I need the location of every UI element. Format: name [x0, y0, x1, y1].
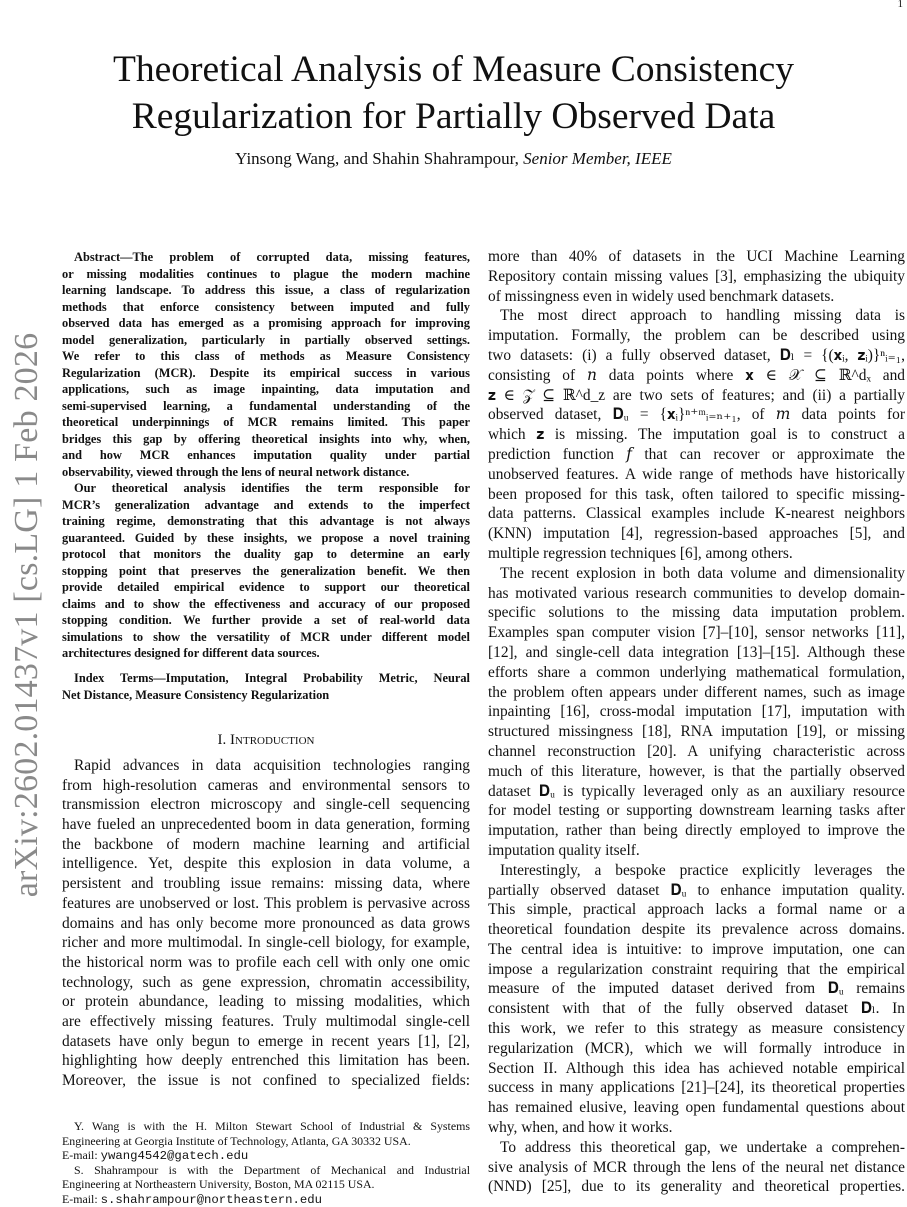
- section-title: Introduction: [230, 732, 315, 748]
- text-line: To address this theoretical gap, we undertake a comprehen-: [500, 1138, 905, 1156]
- text-line: consisting of 𝑛 data points where 𝐱 ∈ 𝒳 ⊆ ℝ^dₓ and: [488, 366, 905, 384]
- section-heading: [62, 732, 470, 749]
- text-line: are effectively missing features. Truly multimodal single-cell: [62, 1012, 470, 1030]
- text-line: Repository contain missing values [3], emphasizing the ubiquity: [488, 267, 905, 285]
- email-label: E-mail:: [62, 1148, 101, 1163]
- text-line: measure of the imputed dataset derived from 𝐃ᵤ remains: [488, 980, 905, 998]
- email-link[interactable]: s.shahrampour@northeastern.edu: [100, 1192, 323, 1207]
- text-line: has motivated various research communities to develop domain-: [488, 584, 905, 602]
- text-line: imputation, rather than being directly employed to improve the: [488, 822, 905, 840]
- text-line: efforts share a common underlying mathematical formulation,: [488, 663, 905, 681]
- footnote-email-line: [62, 1148, 470, 1163]
- text-line: has remained elusive, leaving open fundamental questions about: [488, 1099, 905, 1117]
- text-line: richer and more multimodal. In single-cell biology, for example,: [62, 934, 470, 952]
- text-line: model generalization, particularly in partially observed settings.: [62, 332, 470, 347]
- text-line: highlighting how deeply entrenched this limitation has been.: [62, 1052, 470, 1070]
- text-line: simulations to show the versatility of MCR under different model: [62, 629, 470, 644]
- text-line: consistent with that of the fully observed dataset 𝐃ₗ. In: [488, 1000, 905, 1018]
- text-line: bridges this gap by offering theoretical insights into why, when,: [62, 431, 470, 446]
- arxiv-identifier-sidebar[interactable]: arXiv:2602.01437v1 [cs.LG] 1 Feb 2026: [8, 332, 45, 898]
- text-line: methods that enforce consistency between imputed and fully: [62, 299, 470, 314]
- text-line: have fueled an unprecedented boom in data generation, forming: [62, 816, 470, 834]
- paragraph: [488, 1138, 905, 1197]
- text-line: Interestingly, a bespoke practice explicitly leverages the: [500, 861, 905, 879]
- text-line: unobserved features. A wide range of methods have historically: [488, 465, 905, 483]
- text-line: structured missingness [18], RNA imputation [19], or missing: [488, 723, 905, 741]
- text-line: Examples span computer vision [7]–[10], sensor networks [11],: [488, 624, 905, 642]
- text-line: stopping condition. We further provide a set of real-world data: [62, 613, 470, 627]
- text-line: Section II. Although this idea has achieved notable empirical: [488, 1059, 905, 1077]
- text-line: We refer to this class of methods as Measure Consistency: [62, 349, 470, 363]
- text-line: imputation quality itself.: [488, 841, 640, 859]
- text-line: multiple regression techniques [6], among others.: [488, 544, 793, 562]
- text-line: much of this literature, however, is that the partially observed: [488, 762, 905, 780]
- text-line: data patterns. Classical examples include K-nearest neighbors: [488, 505, 905, 523]
- text-line: provide detailed empirical evidence to support our theoretical: [62, 580, 470, 594]
- introduction-left-column: [62, 756, 470, 1091]
- text-line: theoretical foundation despite its prevalence across domains.: [488, 921, 905, 939]
- text-line: The recent explosion in both data volume and dimensionality: [500, 564, 905, 582]
- email-label: E-mail:: [62, 1191, 101, 1206]
- text-line: claims and to show the effectiveness and accuracy of our proposed: [62, 596, 470, 611]
- text-line: transmission electron microscopy and single-cell sequencing: [62, 796, 470, 814]
- page-number: 1: [897, 0, 903, 10]
- footnote-line: Y. Wang is with the H. Milton Stewart School of Industrial & Systems: [74, 1119, 470, 1133]
- text-line: specific solutions to the missing data imputation problem.: [488, 604, 905, 622]
- text-line: (NND) [25], due to its generality and theoretical properties.: [488, 1178, 905, 1196]
- paragraph: [488, 247, 905, 306]
- text-line: observed dataset, 𝐃ᵤ = {𝐱ᵢ}ⁿ⁺ᵐᵢ₌ₙ₊₁, of 𝑚 data points for: [488, 406, 905, 424]
- text-line: Our theoretical analysis identifies the term responsible for: [74, 481, 470, 495]
- text-line: guaranteed. Guided by these insights, we propose a novel training: [62, 530, 470, 545]
- text-line: Moreover, the issue is not confined to specialized fields:: [62, 1072, 470, 1089]
- text-line: This simple, practical approach lacks a formal name or a: [488, 901, 905, 919]
- text-line: the problem often appears under different names, such as image: [488, 683, 905, 701]
- author-names: Yinsong Wang, and Shahin Shahrampour,: [235, 149, 524, 168]
- text-line: Index Terms—Imputation, Integral Probability Metric, Neural: [74, 671, 470, 685]
- text-line: intelligence. Yet, despite this explosion in data volume, a: [62, 855, 470, 873]
- text-line: inpainting [16], cross-modal imputation [17], imputation with: [488, 703, 905, 721]
- text-line: observed data has emerged as a promising approach for improving: [62, 316, 470, 330]
- text-line: Regularization (MCR). Despite its empirical success in various: [62, 365, 470, 380]
- text-line: the historical norm was to profile each cell with only one omic: [62, 953, 470, 971]
- text-line: The most direct approach to handling missing data is: [500, 307, 905, 325]
- paragraph: [62, 249, 470, 480]
- text-line: more than 40% of datasets in the UCI Machine Learning: [488, 248, 905, 265]
- text-line: 𝐳 ∈ 𝒵 ⊆ ℝ^d_z are two sets of features; and (ii) a partially: [488, 386, 905, 404]
- index-terms: [62, 670, 470, 703]
- text-line: success in many applications [21]–[24], its theoretical properties: [488, 1079, 905, 1097]
- text-line: partially observed dataset 𝐃ᵤ to enhance imputation quality.: [488, 881, 905, 899]
- text-line: training regime, demonstrating that this advantage is not always: [62, 514, 470, 528]
- paragraph: [62, 670, 470, 703]
- text-line: observability, viewed through the lens of neural network distance.: [62, 464, 410, 479]
- paragraph: [62, 756, 470, 1091]
- author-line: [0, 149, 907, 169]
- footnote-line: S. Shahrampour is with the Department of Mechanical and Industrial: [74, 1162, 470, 1177]
- text-line: Rapid advances in data acquisition technologies ranging: [74, 757, 470, 774]
- email-link[interactable]: ywang4542@gatech.edu: [100, 1149, 249, 1163]
- text-line: protocol that monitors the duality gap to determine an early: [62, 547, 470, 561]
- text-line: been proposed for this task, often tailored to specific missing-: [488, 485, 905, 503]
- text-line: for model testing or supporting downstream learning tasks after: [488, 802, 905, 820]
- text-line: imputation. Formally, the problem can be described using: [488, 327, 905, 345]
- text-line: regularization (MCR), which we will formally introduce in: [488, 1039, 905, 1057]
- text-line: theoretical underpinnings of MCR remains limited. This paper: [62, 415, 470, 429]
- paragraph: [488, 564, 905, 861]
- text-line: persistent and troubling issue remains: missing data, where: [62, 875, 470, 893]
- text-line: [12], and single-cell data integration [13]–[15]. Although these: [488, 643, 905, 661]
- title-line: Theoretical Analysis of Measure Consistency: [112, 49, 795, 90]
- text-line: prediction function 𝑓 that can recover or approximate the: [488, 445, 905, 463]
- text-line: learning landscape. To address this issue, a class of regularization: [62, 283, 470, 297]
- footnote-line: Engineering at Northeastern University, Boston, MA 02115 USA.: [62, 1177, 375, 1192]
- author-footnotes: [62, 1119, 470, 1207]
- abstract: [62, 249, 470, 662]
- text-line: from high-resolution cameras and environmental sensors to: [62, 776, 470, 794]
- text-line: this work, we refer to this strategy as measure consistency: [488, 1020, 905, 1038]
- text-line: MCR’s generalization advantage and extends to the imperfect: [62, 497, 470, 512]
- title-line: Regularization for Partially Observed Data: [131, 96, 776, 137]
- text-line: why, when, and how it works.: [488, 1119, 673, 1137]
- author-membership: Senior Member, IEEE: [523, 149, 672, 168]
- text-line: two datasets: (i) a fully observed dataset, 𝐃ₗ = {(𝐱ᵢ, 𝐳ᵢ)}ⁿᵢ₌₁,: [488, 346, 905, 364]
- text-line: (KNN) imputation [4], regression-based approaches [5], and: [488, 525, 905, 543]
- text-line: which 𝐳 is missing. The imputation goal is to construct a: [488, 426, 905, 444]
- text-line: and how MCR enhances imputation quality under partial: [62, 448, 470, 462]
- text-line: of missingness even in widely used benchmark datasets.: [488, 287, 835, 305]
- footnote-email-line: [62, 1192, 470, 1207]
- text-line: impose a regularization constraint requiring that the empirical: [488, 960, 905, 978]
- text-line: datasets have only begun to emerge in recent years [1], [2],: [62, 1032, 470, 1050]
- text-line: applications, such as image inpainting, data imputation and: [62, 382, 470, 396]
- text-line: Net Distance, Measure Consistency Regularization: [62, 687, 330, 702]
- text-line: the backbone of modern machine learning and artificial: [62, 835, 470, 853]
- text-line: Abstract—The problem of corrupted data, missing features,: [74, 250, 470, 264]
- paper-title: [0, 46, 907, 140]
- text-line: dataset 𝐃ᵤ is typically leveraged only as an auxiliary resource: [488, 782, 905, 800]
- text-line: sive analysis of MCR through the lens of the neural net distance: [488, 1158, 905, 1176]
- text-line: domains and has only become more pronounced as data grows: [62, 914, 470, 932]
- footnote-line: Engineering at Georgia Institute of Technology, Atlanta, GA 30332 USA.: [62, 1133, 411, 1148]
- text-line: architectures designed for different data sources.: [62, 646, 320, 660]
- text-line: features are unobserved or lost. This problem is pervasive across: [62, 894, 470, 912]
- paragraph: [62, 480, 470, 662]
- text-line: stopping point that preserves the generalization benefit. We then: [62, 563, 470, 578]
- text-line: channel reconstruction [20]. A unifying characteristic across: [488, 742, 905, 760]
- text-line: or missing modalities continues to plague the modern machine: [62, 266, 470, 281]
- paragraph: [488, 306, 905, 563]
- text-line: or protein abundance, leading to missing modalities, which: [62, 993, 470, 1011]
- text-line: technology, such as gene expression, chromatin accessibility,: [62, 973, 470, 991]
- text-line: The central idea is intuitive: to improve imputation, one can: [488, 940, 905, 958]
- introduction-right-column: [488, 247, 905, 1197]
- text-line: semi-supervised learning, a fundamental understanding of the: [62, 398, 470, 413]
- section-number: I.: [217, 732, 231, 748]
- paragraph: [488, 861, 905, 1138]
